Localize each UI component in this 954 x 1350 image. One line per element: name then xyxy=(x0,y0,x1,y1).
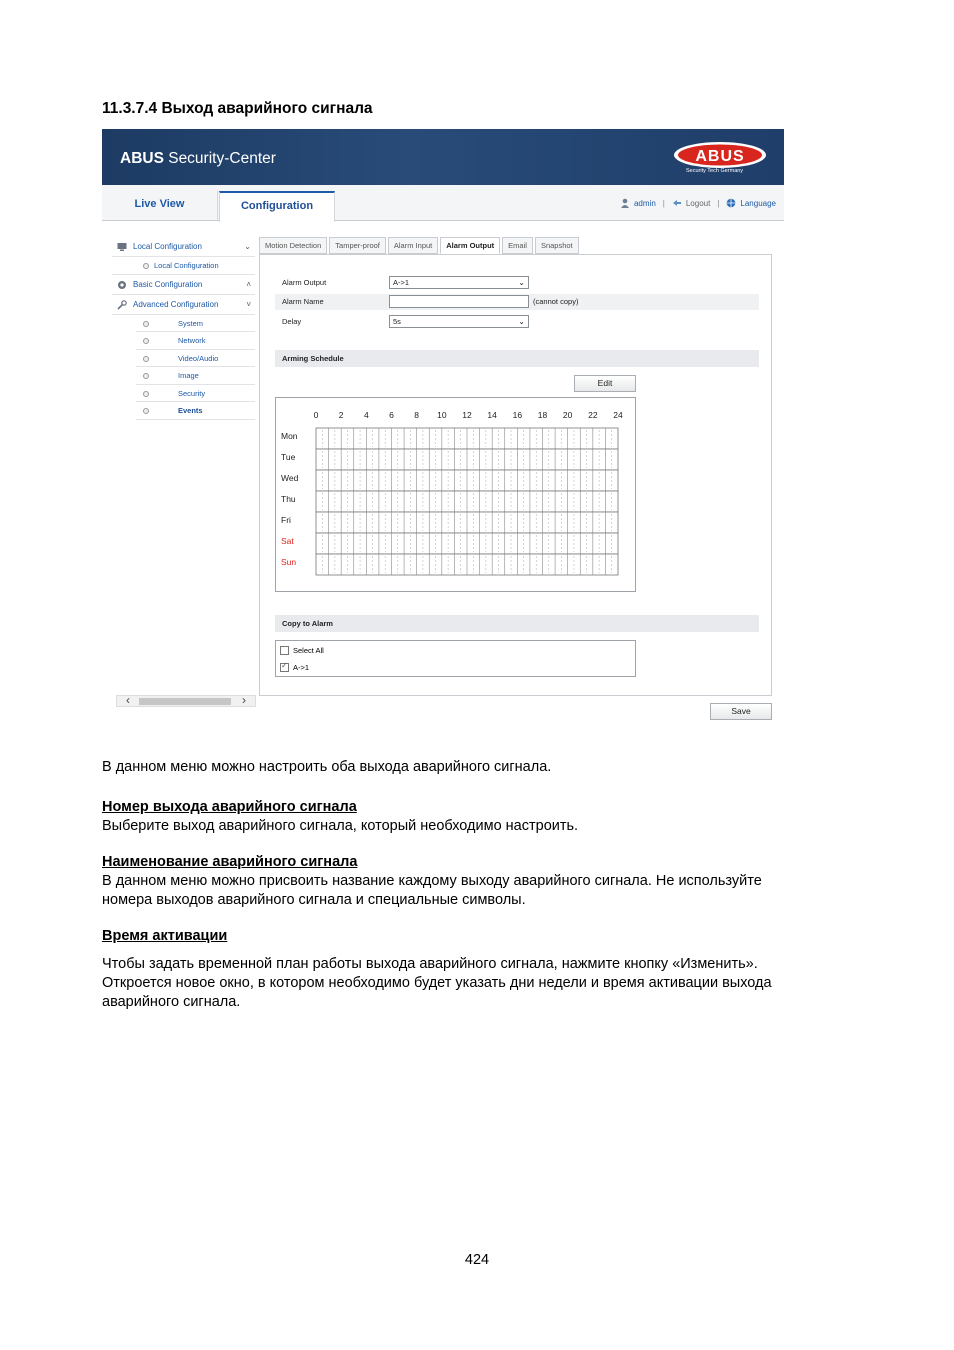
alarm-output-label: Alarm Output xyxy=(282,278,327,287)
alarm-output-row xyxy=(275,275,759,291)
chevron-down-icon: ⌄ xyxy=(518,317,525,326)
tab-snapshot[interactable]: Snapshot xyxy=(535,237,579,254)
hour-label: 16 xyxy=(512,410,523,420)
app-header xyxy=(102,129,784,185)
day-label: Thu xyxy=(281,494,296,504)
scroll-thumb[interactable] xyxy=(139,698,231,705)
day-label: Fri xyxy=(281,515,291,525)
paragraph-activation-line1: Чтобы задать временной план работы выхода аварийного сигнала, нажмите кнопку «Изменить». xyxy=(102,956,758,972)
copy-to-alarm-header: Copy to Alarm xyxy=(275,615,759,632)
paragraph-alarm-name-line1: В данном меню можно присвоить название каждому выходу аварийного сигнала. Не используйте xyxy=(102,873,762,889)
bullet-icon xyxy=(143,373,149,379)
tab-alarm-output[interactable]: Alarm Output xyxy=(440,237,500,254)
hour-label: 6 xyxy=(389,410,394,420)
select-all-label: Select All xyxy=(293,645,324,655)
app-title: ABUS Security-Center xyxy=(120,150,276,167)
hour-label: 22 xyxy=(588,410,598,420)
bullet-icon xyxy=(143,263,149,269)
chevron-down-icon: ˅ xyxy=(246,299,251,309)
event-subtabs xyxy=(259,237,579,254)
intro-paragraph: В данном меню можно настроить оба выхода аварийного сигнала. xyxy=(102,759,552,775)
paragraph-activation-line2: Откроется новое окно, в котором необходимо будет указать дни недели и время активации выхода xyxy=(102,975,772,991)
arming-schedule-grid[interactable] xyxy=(275,397,636,592)
edit-button[interactable]: Edit xyxy=(574,375,636,392)
hour-label: 20 xyxy=(562,410,573,420)
select-all-checkbox[interactable] xyxy=(280,646,289,655)
alarm-name-hint: (cannot copy) xyxy=(533,297,579,306)
tab-alarm-input[interactable]: Alarm Input xyxy=(388,237,438,254)
abus-logo-icon xyxy=(672,140,768,170)
menu-item-image[interactable]: Image xyxy=(136,367,255,385)
monitor-icon xyxy=(117,242,127,252)
user-icon xyxy=(620,198,630,208)
nav-separator: | xyxy=(717,198,720,208)
tab-motion-detection[interactable]: Motion Detection xyxy=(259,237,327,254)
delay-select[interactable]: 5s ⌄ xyxy=(389,315,529,328)
hour-label: 12 xyxy=(462,410,472,420)
day-label: Mon xyxy=(281,431,298,441)
bullet-icon xyxy=(143,391,149,397)
menu-item-events[interactable]: Events xyxy=(136,402,255,420)
alarm-name-input[interactable] xyxy=(389,295,529,308)
menu-item-local-configuration[interactable]: Local Configuration xyxy=(112,257,255,275)
user-nav xyxy=(620,198,776,208)
alarm-name-label: Alarm Name xyxy=(282,297,324,306)
menu-item-video-audio[interactable]: Video/Audio xyxy=(136,350,255,368)
menu-item-system[interactable]: System xyxy=(136,315,255,333)
hour-label: 8 xyxy=(414,410,420,420)
copy-to-alarm-box xyxy=(275,640,636,677)
tab-configuration[interactable]: Configuration xyxy=(219,191,335,222)
scroll-right-icon[interactable]: › xyxy=(242,693,246,707)
menu-item-security[interactable]: Security xyxy=(136,385,255,403)
section-heading: 11.3.7.4 Выход аварийного сигнала xyxy=(102,100,373,117)
copy-item-checkbox[interactable] xyxy=(280,663,289,672)
chevron-down-icon: ⌄ xyxy=(518,278,525,287)
menu-advanced-configuration[interactable]: Advanced Configuration ˅ xyxy=(112,295,255,315)
select-all-row[interactable] xyxy=(280,644,324,656)
hour-label: 2 xyxy=(338,410,344,420)
nav-separator: | xyxy=(662,198,665,208)
delay-row xyxy=(275,314,759,330)
alarm-output-panel xyxy=(259,254,772,696)
tab-email[interactable]: Email xyxy=(502,237,533,254)
horizontal-scrollbar[interactable] xyxy=(116,695,256,707)
scroll-left-icon[interactable]: ‹ xyxy=(126,693,130,707)
day-label: Sat xyxy=(281,536,294,546)
menu-local-configuration[interactable]: Local Configuration ⌄ xyxy=(112,237,255,257)
bullet-icon xyxy=(143,321,149,327)
day-label: Tue xyxy=(281,452,296,462)
wrench-icon xyxy=(117,300,127,310)
tab-tamper-proof[interactable]: Tamper-proof xyxy=(329,237,386,254)
save-button[interactable]: Save xyxy=(710,703,772,720)
hour-label: 18 xyxy=(537,410,548,420)
subheading-activation-time: Время активации xyxy=(102,928,228,944)
paragraph-alarm-number: Выберите выход аварийного сигнала, который необходимо настроить. xyxy=(102,818,579,834)
language-link[interactable]: Language xyxy=(740,198,776,208)
subheading-alarm-number: Номер выхода аварийного сигнала xyxy=(102,799,357,815)
chevron-up-icon: ˄ xyxy=(246,279,251,289)
hour-label: 0 xyxy=(313,410,319,420)
left-menu xyxy=(112,237,255,420)
globe-icon xyxy=(726,198,736,208)
configuration-screenshot xyxy=(102,129,784,729)
menu-basic-configuration[interactable]: Basic Configuration ˄ xyxy=(112,275,255,295)
bullet-icon xyxy=(143,356,149,362)
tab-live-view[interactable]: Live View xyxy=(102,191,218,221)
hour-label: 24 xyxy=(613,410,623,420)
menu-item-network[interactable]: Network xyxy=(136,332,255,350)
logout-link[interactable]: Logout xyxy=(685,198,711,208)
paragraph-activation-line3: аварийного сигнала. xyxy=(102,994,241,1010)
svg-text:ABUS: ABUS xyxy=(695,148,745,165)
bullet-icon xyxy=(143,408,149,414)
arming-schedule-header: Arming Schedule xyxy=(275,350,759,367)
page-number: 424 xyxy=(464,1252,490,1268)
day-label: Wed xyxy=(281,473,299,483)
alarm-name-row xyxy=(275,294,759,310)
top-navbar xyxy=(102,185,784,221)
alarm-output-select[interactable]: A->1 ⌄ xyxy=(389,276,529,289)
admin-link[interactable]: admin xyxy=(633,198,656,208)
copy-item-row[interactable] xyxy=(280,661,309,673)
logo-tagline: Security Tech Germany xyxy=(686,168,744,174)
schedule-chart xyxy=(276,398,637,593)
chevron-down-icon: ⌄ xyxy=(244,242,251,251)
day-label: Sun xyxy=(281,557,297,567)
gear-icon xyxy=(117,280,127,290)
copy-item-label: A->1 xyxy=(293,662,310,672)
logout-icon xyxy=(672,198,682,208)
hour-label: 10 xyxy=(437,410,447,420)
hour-label: 4 xyxy=(363,410,369,420)
delay-label: Delay xyxy=(282,317,302,326)
bullet-icon xyxy=(143,338,149,344)
subheading-alarm-name: Наименование аварийного сигнала xyxy=(102,854,358,870)
paragraph-alarm-name-line2: номера выходов аварийного сигнала и специальные символы. xyxy=(102,892,526,908)
hour-label: 14 xyxy=(487,410,497,420)
